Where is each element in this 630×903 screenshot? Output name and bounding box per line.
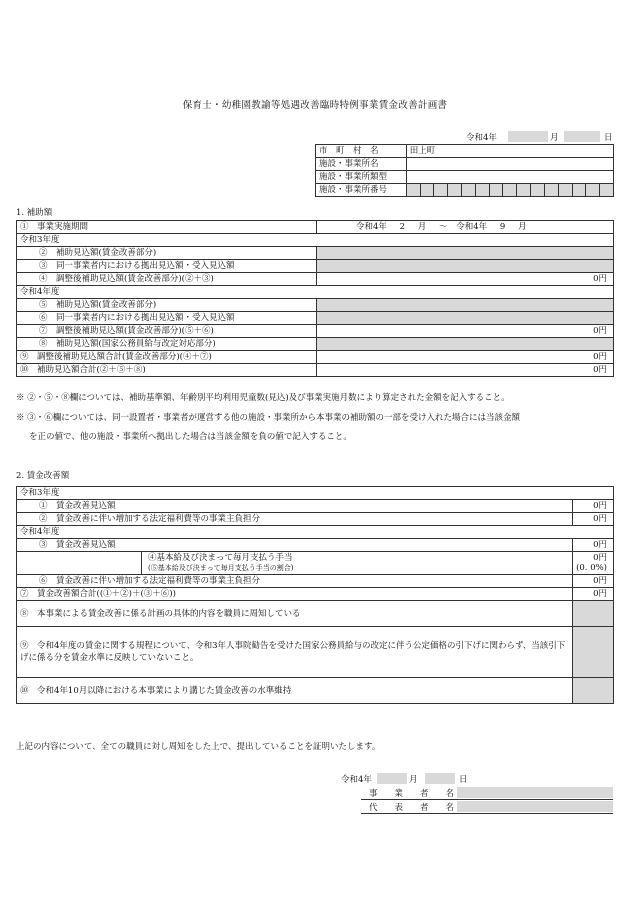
subsidy-row-value[interactable]: [317, 312, 614, 325]
subsidy-row-value[interactable]: [317, 260, 614, 273]
facility-label: 施設・事業所番号: [316, 184, 407, 197]
facility-number-cell[interactable]: [572, 184, 586, 197]
subsidy-total-value: 0円: [317, 351, 614, 364]
subsidy-row-label: ⑦ 調整後補助見込額(賃金改善部分)(⑤＋⑥): [17, 325, 317, 338]
subsidy-row-label: ⑤ 補助見込額(賃金改善部分): [17, 299, 317, 312]
answer-10[interactable]: [573, 678, 614, 704]
section1-heading: 1. 補助額: [16, 208, 53, 218]
date-era: 令和4年: [466, 133, 497, 143]
wage-row-value[interactable]: 0円: [573, 513, 614, 526]
subsidy-row-value[interactable]: [317, 338, 614, 351]
wage-row-value[interactable]: 0円: [573, 575, 614, 588]
fy-label: 令和3年度: [17, 487, 614, 500]
wage-table: [16, 486, 614, 704]
facility-number-cell[interactable]: [600, 184, 614, 197]
question-8: ⑧ 本事業による賃金改善に係る計画の具体的内容を職員に周知している: [17, 601, 573, 627]
footer-date: 令和4年 月 日: [341, 775, 468, 785]
facility-number-cell[interactable]: [489, 184, 503, 197]
facility-number-cell[interactable]: [503, 184, 517, 197]
basic-pay-value[interactable]: 0円 (0. 0%): [573, 552, 614, 575]
facility-number-cell[interactable]: [420, 184, 434, 197]
subsidy-row-label: ③ 同一事業者内における拠出見込額・受入見込額: [17, 260, 317, 273]
wage-row-value[interactable]: 0円: [573, 539, 614, 552]
date-month-field[interactable]: [564, 131, 600, 142]
facility-number-cell[interactable]: [544, 184, 558, 197]
note-1: ※ ②・⑤・⑧欄については、補助基準額、年齢別平均利用児童数(見込)及び事業実施月数により算定された金額を記入すること。: [16, 393, 510, 403]
facility-number-cell[interactable]: [462, 184, 476, 197]
wage-row-label: ⑥ 賃金改善に伴い増加する法定福利費等の事業主負担分: [17, 575, 573, 588]
subsidy-total-label: ⑨ 調整後補助見込額合計(賃金改善部分)(④＋⑦): [17, 351, 317, 364]
facility-number-cell[interactable]: [517, 184, 531, 197]
subsidy-total-label: ⑩ 補助見込額合計(②＋⑤＋⑧): [17, 364, 317, 377]
business-name-field[interactable]: [457, 787, 613, 798]
wage-total-label: ⑦ 賃金改善額合計((①＋②)＋(③＋⑥)): [17, 588, 573, 601]
question-10: ⑩ 令和4年10月以降における本事業により講じた賃金改善の水準維持: [17, 678, 573, 704]
subsidy-row-value: 0円: [317, 325, 614, 338]
facility-number-cell[interactable]: [531, 184, 545, 197]
subsidy-row-value: 0円: [317, 273, 614, 286]
fy-label: 令和3年度: [17, 234, 614, 247]
section2-heading: 2. 賃金改善額: [16, 471, 70, 481]
note-2-cont: を正の値で、他の施設・事業所へ拠出した場合は当該金額を負の値で記入すること。: [29, 432, 352, 442]
fy-label: 令和4年度: [17, 526, 614, 539]
facility-number-cell[interactable]: [448, 184, 462, 197]
note-2: ※ ③・⑥欄については、同一設置者・事業者が運営する他の施設・事業所から本事業の補助額の一部を受け入れた場合には当該金額: [16, 413, 521, 423]
wage-row-label: ① 賃金改善見込額: [17, 500, 573, 513]
facility-number-cell[interactable]: [475, 184, 489, 197]
facility-number-cell[interactable]: [434, 184, 448, 197]
date-month-label: 月: [550, 133, 559, 143]
subsidy-row-label: ④ 調整後補助見込額(賃金改善部分)(②＋③): [17, 273, 317, 286]
date-year-field[interactable]: [508, 131, 548, 142]
answer-9[interactable]: [573, 627, 614, 678]
facility-number-cell[interactable]: [406, 184, 420, 197]
facility-label: 施設・事業所名: [316, 158, 407, 171]
fy-label: 令和4年度: [17, 286, 614, 299]
facility-type-input[interactable]: [406, 171, 613, 184]
wage-row-value[interactable]: 0円: [573, 500, 614, 513]
subsidy-table: [16, 220, 614, 377]
wage-row-label: ② 賃金改善に伴い増加する法定福利費等の事業主負担分: [17, 513, 573, 526]
representative-label: 代 表 者 名: [369, 803, 455, 813]
answer-8[interactable]: [573, 601, 614, 627]
page-title: 保育士・幼稚園教諭等処遇改善臨時特例事業賃金改善計画書: [182, 100, 448, 111]
footer-year-field[interactable]: [377, 773, 407, 784]
business-name-label: 事 業 者 名: [369, 789, 455, 799]
footer-signature: [361, 786, 613, 813]
subsidy-row-label: ⑥ 同一事業者内における拠出見込額・受入見込額: [17, 312, 317, 325]
period-value[interactable]: 令和4年 2 月 〜 令和4年 9 月: [317, 221, 614, 234]
period-label: ① 事業実施期間: [17, 221, 317, 234]
facility-name-input[interactable]: [406, 158, 613, 171]
wage-total-value: 0円: [573, 588, 614, 601]
facility-table: [315, 144, 614, 197]
subsidy-total-value: 0円: [317, 364, 614, 377]
facility-municipality[interactable]: 田上町: [406, 145, 613, 158]
facility-number-cell[interactable]: [558, 184, 572, 197]
subsidy-row-value[interactable]: [317, 299, 614, 312]
subsidy-row-value[interactable]: [317, 247, 614, 260]
footer-month-field[interactable]: [425, 773, 455, 784]
facility-label: 市 町 村 名: [316, 145, 407, 158]
question-9: ⑨ 令和4年度の賃金に関する規程について、令和3年人事院勧告を受けた国家公務員給与の改定に伴う公定価格の引下げに関わらず、当該引下げに係る分を賃金水準に反映していないこと。: [17, 627, 573, 678]
wage-row-label: ③ 賃金改善見込額: [17, 539, 573, 552]
facility-label: 施設・事業所類型: [316, 171, 407, 184]
facility-number-cell[interactable]: [586, 184, 600, 197]
subsidy-row-label: ⑧ 補助見込額(国家公務員給与改定対応部分): [17, 338, 317, 351]
basic-pay-label: ④基本給及び決まって毎月支払う手当 (⑤基本給及び決まって毎月支払う手当の割合): [142, 552, 573, 575]
certify-text: 上記の内容について、全ての職員に対し周知をした上で、提出していることを証明いたします。: [16, 742, 381, 752]
subsidy-row-label: ② 補助見込額(賃金改善部分): [17, 247, 317, 260]
date-day-label: 日: [604, 133, 613, 143]
date-header: [466, 131, 626, 143]
representative-field[interactable]: [457, 801, 613, 812]
